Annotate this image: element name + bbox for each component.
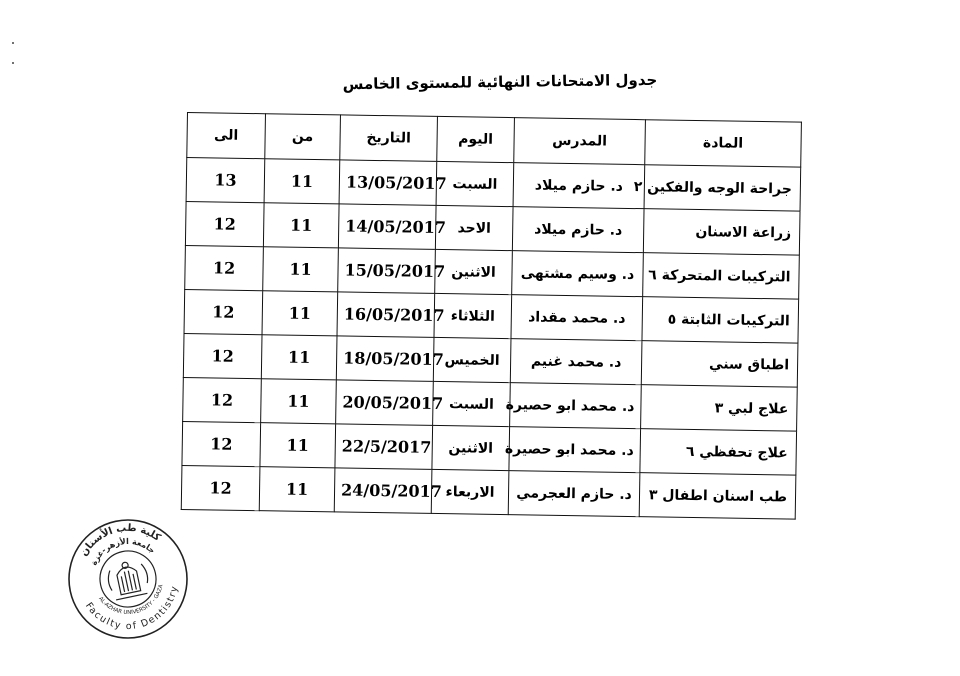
cell-day: الخميس [433, 337, 511, 382]
cell-day: الاثنين [435, 249, 513, 294]
cell-day: الاحد [435, 205, 513, 250]
cell-from: 11 [264, 159, 340, 204]
cell-date: 14/05/2017 [338, 204, 436, 250]
cell-to: 12 [183, 333, 262, 378]
header-day: اليوم [437, 116, 515, 162]
seal-emblem-icon [105, 558, 151, 600]
cell-subject: التركيبات المتحركة ٦ [643, 253, 800, 299]
cell-subject: طب اسنان اطفال ٣ [639, 473, 796, 519]
seal-english-line1: AL-AZHAR UNIVERSITY - GAZA [97, 583, 165, 617]
cell-subject: زراعة الاسنان [643, 209, 800, 255]
cell-day: الاثنين [432, 425, 510, 470]
cell-to: 12 [183, 377, 262, 422]
cell-from: 11 [261, 379, 337, 424]
cell-subject: علاج لبي ٣ [641, 385, 798, 431]
seal-english-line2: Faculty of Dentistry [82, 583, 181, 633]
seal-arabic-line1: كلية طب الأسنان [78, 522, 163, 559]
cell-date: 16/05/2017 [337, 292, 435, 338]
page-title: جدول الامتحانات النهائية للمستوى الخامس [342, 70, 658, 94]
cell-teacher: د. محمد غنيم [510, 339, 642, 385]
cell-day: الاربعاء [431, 469, 509, 514]
cell-teacher: د. محمد مقداد [511, 295, 643, 341]
header-subject: المادة [645, 120, 802, 167]
cell-day: السبت [433, 381, 511, 426]
cell-to: 12 [185, 245, 264, 290]
cell-subject: التركيبات الثابتة ٥ [642, 297, 799, 343]
cell-to: 12 [184, 289, 263, 334]
cell-to: 13 [186, 158, 265, 203]
cell-from: 11 [260, 423, 336, 468]
seal-arabic-line2: جامعة الأزهر-غزة [89, 536, 157, 567]
cell-from: 11 [261, 335, 337, 380]
cell-subject: علاج تحفظي ٦ [640, 429, 797, 475]
cell-from: 11 [263, 247, 339, 292]
cell-date: 22/5/2017 [335, 424, 433, 470]
cell-date: 24/05/2017 [334, 468, 432, 514]
cell-teacher: د. محمد ابو حصيرة [510, 383, 642, 429]
header-from: من [265, 114, 341, 160]
cell-date: 20/05/2017 [336, 380, 434, 426]
cell-date: 15/05/2017 [338, 248, 436, 294]
cell-teacher: د. حازم ميلاد [513, 163, 645, 209]
cell-teacher: د. وسيم مشتهى [512, 251, 644, 297]
exam-schedule-table [181, 112, 802, 520]
cell-teacher: د. محمد ابو حصيرة [509, 427, 641, 473]
cell-to: 12 [185, 201, 264, 246]
table-row [181, 465, 796, 519]
cell-date: 18/05/2017 [336, 336, 434, 382]
header-date: التاريخ [340, 115, 438, 162]
cell-teacher: د. حازم ميلاد [512, 207, 644, 253]
cell-subject: اطباق سني [641, 341, 798, 387]
cell-from: 11 [263, 203, 339, 248]
header-to: الى [187, 113, 266, 159]
faculty-seal [54, 505, 201, 652]
cell-day: الثلاثاء [434, 293, 512, 338]
header-teacher: المدرس [514, 118, 646, 165]
exam-schedule-table-wrapper [181, 112, 801, 520]
cell-date: 13/05/2017 [339, 160, 437, 206]
cell-to: 12 [181, 465, 260, 510]
cell-day: السبت [436, 161, 514, 206]
cell-subject: جراحة الوجه والفكين ٢ [644, 165, 801, 211]
cell-to: 12 [182, 421, 261, 466]
cell-from: 11 [262, 291, 338, 336]
cell-from: 11 [259, 467, 335, 512]
cell-teacher: د. حازم العجرمي [508, 471, 640, 517]
